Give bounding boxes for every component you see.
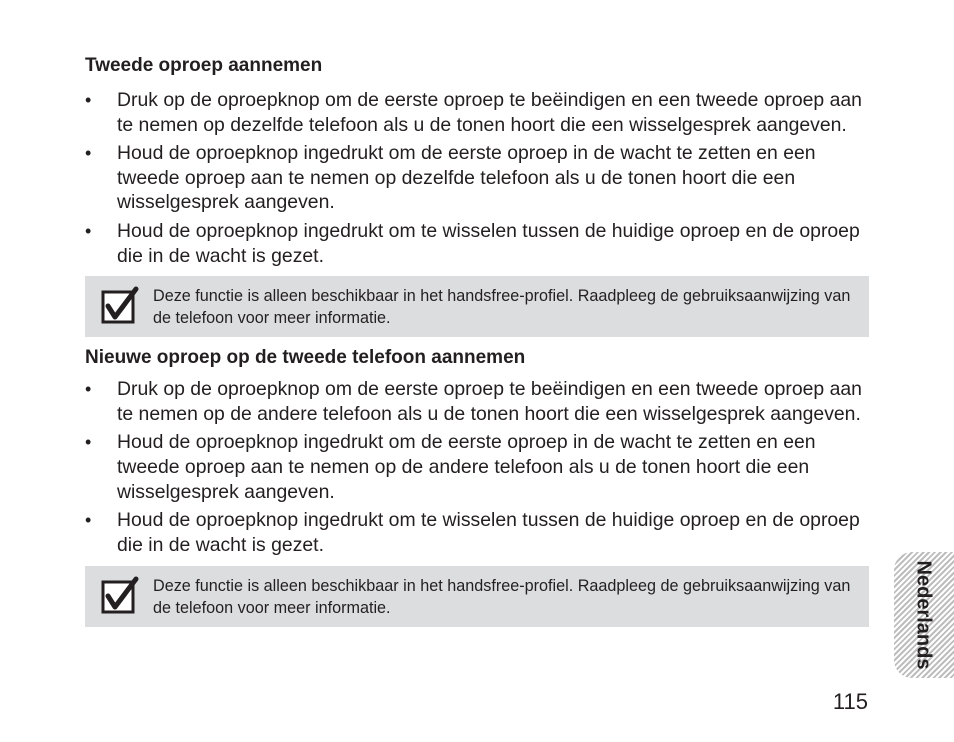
section-nieuwe-oproep (85, 346, 869, 627)
list-item (85, 219, 869, 268)
checkbox-check-icon (99, 576, 141, 618)
note-box (85, 566, 869, 627)
note-text: Deze functie is alleen beschikbaar in het handsfree-profiel. Raadpleeg de gebruiksaanwijzing van de telefoon voor meer informatie. (153, 576, 851, 617)
list-item (85, 377, 869, 426)
bullet-list (85, 377, 869, 557)
bullet-icon: • (85, 143, 92, 164)
language-tab-label: Nederlands (912, 560, 935, 670)
section-heading: Tweede oproep aannemen (85, 55, 323, 76)
section-heading: Nieuwe oproep op de tweede telefoon aannemen (85, 347, 526, 369)
list-item-text: Houd de oproepknop ingedrukt om de eerste oproep in de wacht te zetten en een tweede oproep aan te nemen op dezelfde telefoon als u de tonen hoort die een wisselgesprek aangeven. (117, 142, 816, 214)
list-item (85, 88, 869, 137)
note-text: Deze functie is alleen beschikbaar in het handsfree-profiel. Raadpleeg de gebruiksaanwijzing van de telefoon voor meer informatie. (153, 286, 851, 327)
list-item-text: Houd de oproepknop ingedrukt om de eerste oproep in de wacht te zetten en een tweede oproep aan te nemen op de andere telefoon als u de tonen hoort die een wisselgesprek aangeven. (117, 431, 816, 503)
bullet-icon: • (85, 510, 92, 531)
bullet-icon: • (85, 90, 92, 110)
bullet-icon: • (85, 220, 92, 241)
bullet-icon: • (85, 379, 92, 400)
list-item-text: Druk op de oproepknop om de eerste oproep te beëindigen en een tweede oproep aan te nemen op de andere telefoon als u de tonen hoort die een wisselgesprek aangeven. (117, 378, 862, 425)
page-content (85, 54, 869, 627)
list-item-text: Houd de oproepknop ingedrukt om te wisselen tussen de huidige oproep en de oproep die in de wacht is gezet. (117, 509, 860, 556)
language-tab (894, 552, 954, 678)
checkbox-check-icon (99, 286, 141, 328)
note-box (85, 276, 869, 337)
bullet-list (85, 88, 869, 268)
list-item (85, 508, 869, 557)
page-number: 115 (832, 689, 868, 714)
bullet-icon: • (85, 432, 92, 453)
list-item (85, 141, 869, 215)
list-item-text: Druk op de oproepknop om de eerste oproep te beëindigen en een tweede oproep aan te nemen op dezelfde telefoon als u de tonen hoort die een wisselgesprek aangeven. (117, 89, 862, 136)
section-tweede-oproep (85, 54, 869, 337)
list-item (85, 430, 869, 504)
list-item-text: Houd de oproepknop ingedrukt om te wisselen tussen de huidige oproep en de oproep die in de wacht is gezet. (117, 219, 860, 267)
